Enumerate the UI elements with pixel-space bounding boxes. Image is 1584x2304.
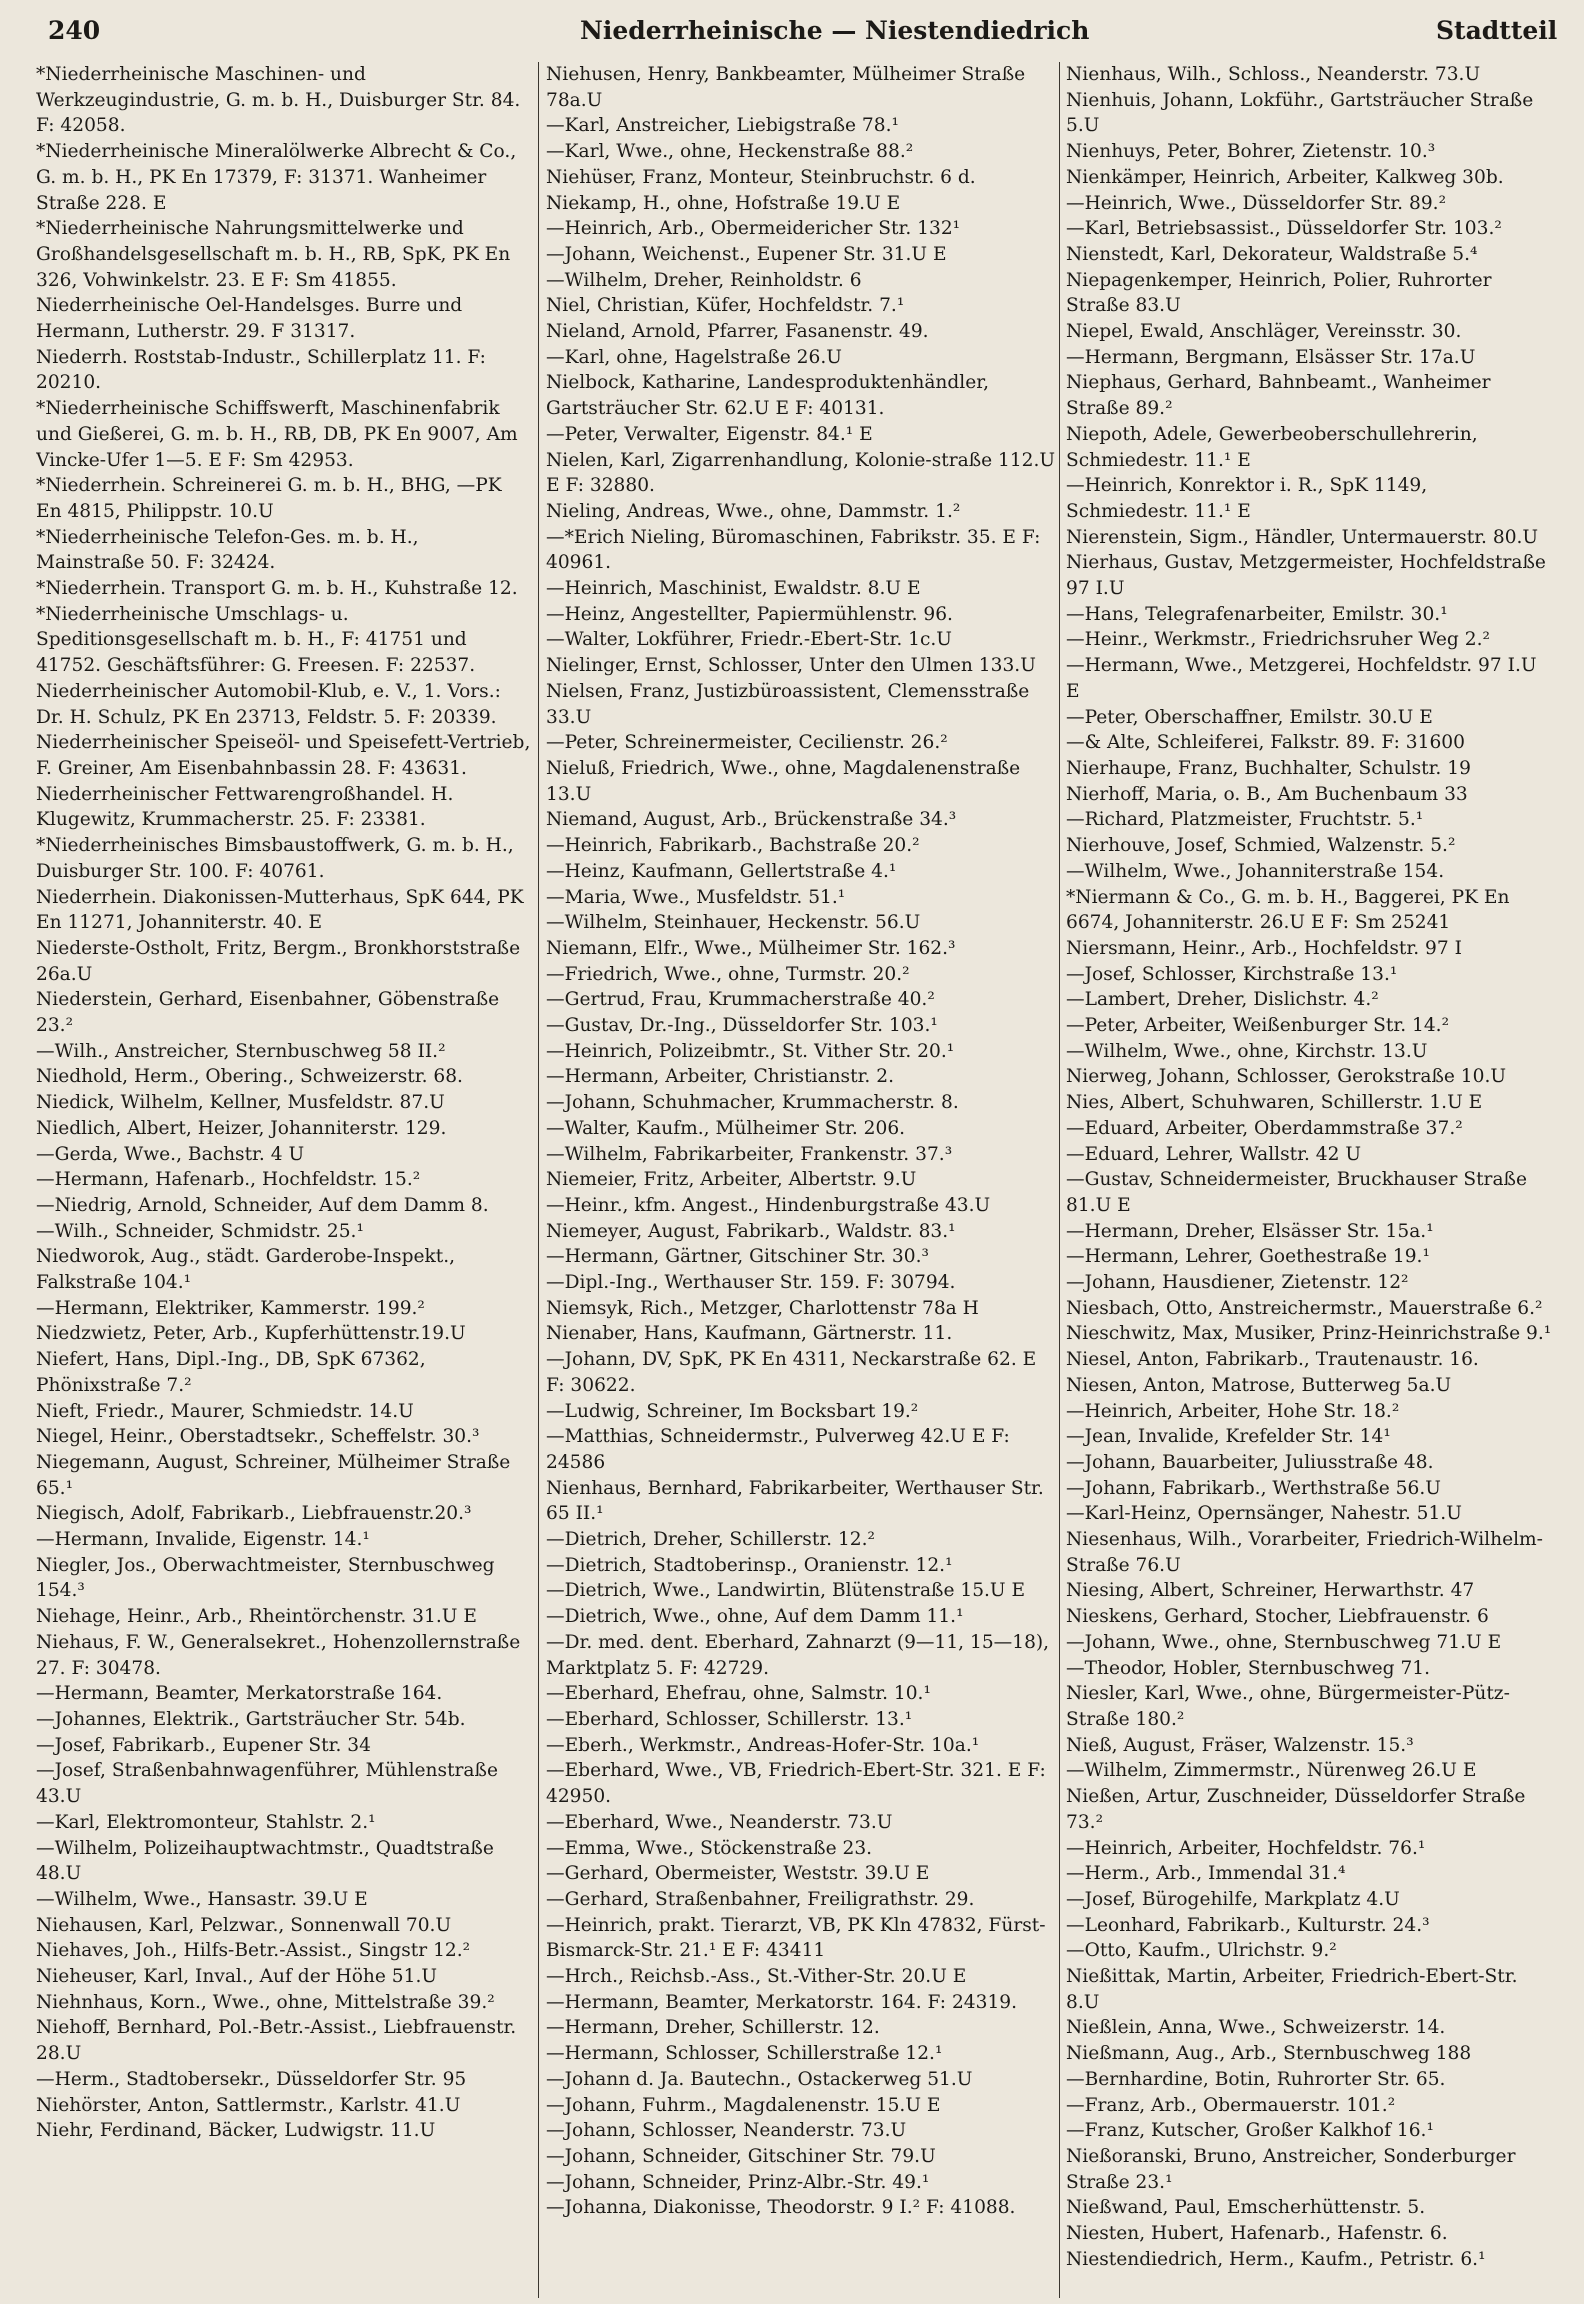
directory-entry: —Friedrich, Wwe., ohne, Turmstr. 20.² (546, 963, 910, 985)
directory-entry: Nienhaus, Wilh., Schloss., Neanderstr. 73.U (1066, 64, 1481, 85)
directory-entry: —Wilhelm, Wwe., Hansastr. 39.U E (36, 1888, 368, 1910)
directory-entry: —Heinr., Werkmstr., Friedrichsruher Weg 2.² (1066, 629, 1490, 651)
directory-entry: —Hermann, Dreher, Schillerstr. 12. (546, 2017, 880, 2039)
directory-entry: —Karl, Elektromonteur, Stahlstr. 2.¹ (36, 1811, 376, 1833)
directory-entry: —Gertrud, Frau, Krummacherstraße 40.² (546, 989, 935, 1011)
directory-entry: —Dipl.-Ing., Werthauser Str. 159. F: 30794. (546, 1272, 956, 1294)
directory-entry: Niekamp, H., ohne, Hofstraße 19.U E (546, 192, 901, 214)
directory-entry: Nienkämper, Heinrich, Arbeiter, Kalkweg 30b. (1066, 166, 1504, 188)
directory-entry: Niepel, Ewald, Anschläger, Vereinsstr. 30. (1066, 321, 1462, 343)
directory-entry: —Leonhard, Fabrikarb., Kulturstr. 24.³ (1066, 1914, 1430, 1936)
directory-entry: —Eberhard, Ehefrau, ohne, Salmstr. 10.¹ (546, 1683, 931, 1705)
directory-entry: Niederstein, Gerhard, Eisenbahner, Göbenstraße 23.² (36, 989, 500, 1037)
directory-entry: —Johannes, Elektrik., Gartsträucher Str. 54b. (36, 1709, 466, 1730)
directory-entry: Niestendiedrich, Herm., Kaufm., Petristr. 6.¹ (1066, 2248, 1486, 2270)
directory-entry: Nieskens, Gerhard, Stocher, Liebfrauenstr. 6 (1066, 1606, 1489, 1628)
directory-entry: Niegemann, August, Schreiner, Mülheimer Straße 65.¹ (36, 1451, 511, 1499)
directory-entry: —Johann, Fabrikarb., Werthstraße 56.U (1066, 1477, 1441, 1499)
directory-entry: —Eberh., Werkmstr., Andreas-Hofer-Str. 10a.¹ (546, 1734, 980, 1756)
directory-entry: Nierhaupe, Franz, Buchhalter, Schulstr. 19 (1066, 757, 1471, 779)
directory-entry: —Wilh., Anstreicher, Sternbuschweg 58 II.² (36, 1040, 446, 1062)
directory-entry: Niederrh. Roststab-Industr., Schillerplatz 11. F: 20210. (36, 346, 486, 394)
directory-entry: —Josef, Schlosser, Kirchstraße 13.¹ (1066, 963, 1398, 985)
directory-entry: —Dietrich, Dreher, Schillerstr. 12.² (546, 1529, 875, 1551)
directory-entry: —Wilh., Schneider, Schmidstr. 25.¹ (36, 1220, 364, 1242)
directory-entry: *Niederrheinische Maschinen- und Werkzeugindustrie, G. m. b. H., Duisburger Str. 84. F: 42058. (36, 64, 521, 137)
directory-entry: —Hermann, Bergmann, Elsässer Str. 17a.U (1066, 346, 1476, 368)
directory-entry: —Gustav, Dr.-Ing., Düsseldorfer Str. 103.¹ (546, 1015, 938, 1037)
column-rule (1059, 62, 1060, 2298)
directory-entry: —Wilhelm, Wwe., ohne, Kirchstr. 13.U (1066, 1040, 1428, 1062)
directory-entry: —Eduard, Arbeiter, Oberdammstraße 37.² (1066, 1117, 1463, 1139)
directory-entry: —Johann, DV, SpK, PK En 4311, Neckarstraße 62. E F: 30622. (546, 1349, 1037, 1396)
column-rule (538, 62, 539, 2298)
directory-entry: —Johann, Schneider, Prinz-Albr.-Str. 49.¹ (546, 2171, 930, 2193)
directory-entry: —Walter, Lokführer, Friedr.-Ebert-Str. 1c.U (546, 629, 952, 651)
directory-entry: —Lambert, Dreher, Dislichstr. 4.² (1066, 989, 1379, 1011)
directory-entry: Nierhaus, Gustav, Metzgermeister, Hochfeldstraße 97 I.U (1066, 552, 1546, 600)
directory-entry: —Eberhard, Wwe., VB, Friedrich-Ebert-Str. 321. E F: 42950. (546, 1760, 1046, 1808)
directory-entry: —Emma, Wwe., Stöckenstraße 23. (546, 1837, 873, 1859)
directory-entry: Niederrheinischer Fettwarengroßhandel. H. Klugewitz, Krummacherstr. 25. F: 23381. (36, 783, 454, 831)
directory-entry: Nielbock, Katharine, Landesproduktenhändler, Gartsträucher Str. 62.U E F: 40131. (546, 372, 989, 420)
directory-entry: —Wilhelm, Steinhauer, Heckenstr. 56.U (546, 912, 921, 934)
directory-entry: Niehörster, Anton, Sattlermstr., Karlstr. 41.U (36, 2094, 461, 2116)
directory-entry: Niesen, Anton, Matrose, Butterweg 5a.U (1066, 1374, 1452, 1396)
directory-entry: Niehusen, Henry, Bankbeamter, Mülheimer Straße 78a.U (546, 64, 1026, 111)
directory-entry: *Niermann & Co., G. m. b. H., Baggerei, PK En 6674, Johanniterstr. 26.U E F: Sm 25241 (1066, 886, 1510, 934)
directory-entry: —Johann, Schuhmacher, Krummacherstr. 8. (546, 1092, 959, 1114)
directory-entry: Nießittak, Martin, Arbeiter, Friedrich-Ebert-Str. 8.U (1066, 1966, 1518, 2013)
directory-entry: —Dietrich, Wwe., Landwirtin, Blütenstraße 15.U E (546, 1580, 1026, 1602)
directory-entry: Nierenstein, Sigm., Händler, Untermauerstr. 80.U (1066, 526, 1539, 548)
directory-entry: Niederrhein. Diakonissen-Mutterhaus, SpK 644, PK En 11271, Johanniterstr. 40. E (36, 886, 524, 934)
directory-entry: —Hermann, Wwe., Metzgerei, Hochfeldstr. 97 I.U E (1066, 655, 1537, 702)
page-header (0, 0, 1584, 58)
directory-entry: Niesenhaus, Wilh., Vorarbeiter, Friedrich-Wilhelm-Straße 76.U (1066, 1529, 1543, 1576)
directory-entry: Nierhoff, Maria, o. B., Am Buchenbaum 33 (1066, 783, 1468, 805)
directory-entry: —Heinrich, prakt. Tierarzt, VB, PK Kln 47832, Fürst-Bismarck-Str. 21.¹ E F: 43411 (546, 1914, 1046, 1962)
directory-entry: —Walter, Kaufm., Mülheimer Str. 206. (546, 1117, 906, 1139)
directory-entry: —Johann, Bauarbeiter, Juliusstraße 48. (1066, 1451, 1434, 1473)
directory-entry: —Hermann, Gärtner, Gitschiner Str. 30.³ (546, 1246, 929, 1268)
directory-entry: Niesing, Albert, Schreiner, Herwarthstr. 47 (1066, 1580, 1475, 1602)
directory-entry: —Johann d. Ja. Bautechn., Ostackerweg 51.U (546, 2068, 973, 2090)
directory-entry: —Johann, Hausdiener, Zietenstr. 12² (1066, 1272, 1409, 1294)
directory-entry: —Franz, Kutscher, Großer Kalkhof 16.¹ (1066, 2120, 1434, 2142)
directory-entry: Niersmann, Heinr., Arb., Hochfeldstr. 97 I (1066, 937, 1462, 959)
directory-entry: —Hermann, Dreher, Elsässer Str. 15a.¹ (1066, 1220, 1434, 1242)
directory-entry: —Heinrich, Konrektor i. R., SpK 1149, Schmiedestr. 11.¹ E (1066, 475, 1428, 522)
directory-entry: Nießoranski, Bruno, Anstreicher, Sonderburger Straße 23.¹ (1066, 2145, 1516, 2193)
directory-entry: —Richard, Platzmeister, Fruchtstr. 5.¹ (1066, 809, 1424, 831)
directory-entry: —Heinrich, Polizeibmtr., St. Vither Str. 20.¹ (546, 1040, 955, 1062)
directory-entry: Niemeier, Fritz, Arbeiter, Albertstr. 9.U (546, 1169, 917, 1191)
directory-entry: Niehausen, Karl, Pelzwar., Sonnenwall 70.U (36, 1914, 452, 1936)
directory-entry: Niedhold, Herm., Obering., Schweizerstr. 68. (36, 1066, 463, 1088)
directory-entry: *Niederrheinische Telefon-Ges. m. b. H., Mainstraße 50. F: 32424. (36, 526, 419, 574)
directory-entry: Niesbach, Otto, Anstreichermstr., Mauerstraße 6.² (1066, 1297, 1543, 1319)
directory-entry: Niepoth, Adele, Gewerbeoberschullehrerin, Schmiedestr. 11.¹ E (1066, 423, 1478, 471)
column-1 (36, 62, 532, 2298)
directory-entry: Niederste-Ostholt, Fritz, Bergm., Bronkhorststraße 26a.U (36, 937, 521, 985)
directory-entry: Niefert, Hans, Dipl.-Ing., DB, SpK 67362, Phönixstraße 7.² (36, 1349, 426, 1396)
directory-entry: Nienhuys, Peter, Bohrer, Zietenstr. 10.³ (1066, 141, 1436, 163)
directory-entry: Niehüser, Franz, Monteur, Steinbruchstr. 6 d. (546, 166, 976, 188)
directory-entry: —Heinrich, Fabrikarb., Bachstraße 20.² (546, 835, 920, 857)
directory-entry: —Peter, Schreinermeister, Cecilienstr. 26.² (546, 732, 948, 754)
directory-entry: —Peter, Verwalter, Eigenstr. 84.¹ E (546, 423, 873, 445)
directory-entry: —Dietrich, Wwe., ohne, Auf dem Damm 11.¹ (546, 1606, 964, 1628)
directory-entry: —Wilhelm, Fabrikarbeiter, Frankenstr. 37.³ (546, 1143, 953, 1165)
directory-entry: —Heinrich, Arbeiter, Hohe Str. 18.² (1066, 1400, 1400, 1422)
directory-entry: —Gerda, Wwe., Bachstr. 4 U (36, 1143, 305, 1165)
directory-entry: Niedick, Wilhelm, Kellner, Musfeldstr. 87.U (36, 1092, 445, 1114)
directory-entry: —Gerhard, Straßenbahner, Freiligrathstr. 29. (546, 1888, 975, 1910)
directory-entry: —Josef, Straßenbahnwagenführer, Mühlenstraße 43.U (36, 1760, 498, 1808)
directory-entry: Nienhaus, Bernhard, Fabrikarbeiter, Werthauser Str. 65 II.¹ (546, 1477, 1044, 1525)
directory-entry: Niedworok, Aug., städt. Garderobe-Inspekt., Falkstraße 104.¹ (36, 1246, 456, 1294)
directory-entry: Niehoff, Bernhard, Pol.-Betr.-Assist., Liebfrauenstr. 28.U (36, 2017, 517, 2065)
directory-entry: —Johanna, Diakonisse, Theodorstr. 9 I.² F: 41088. (546, 2197, 1016, 2219)
directory-entry: Niesten, Hubert, Hafenarb., Hafenstr. 6. (1066, 2223, 1448, 2245)
directory-entry: —*Erich Nieling, Büromaschinen, Fabrikstr. 35. E F: 40961. (546, 526, 1041, 574)
directory-entry: —Heinr., kfm. Angest., Hindenburgstraße 43.U (546, 1194, 991, 1216)
directory-entry: —Josef, Fabrikarb., Eupener Str. 34 (36, 1734, 371, 1756)
directory-entry: Nießlein, Anna, Wwe., Schweizerstr. 14. (1066, 2017, 1446, 2039)
directory-entry: —Josef, Bürogehilfe, Markplatz 4.U (1066, 1888, 1400, 1910)
directory-entry: —Wilhelm, Wwe., Johanniterstraße 154. (1066, 860, 1445, 882)
directory-entry: Nienaber, Hans, Kaufmann, Gärtnerstr. 11. (546, 1323, 953, 1345)
directory-entry: —Hermann, Lehrer, Goethestraße 19.¹ (1066, 1246, 1430, 1268)
directory-entry: —Johann, Schlosser, Neanderstr. 73.U (546, 2120, 907, 2142)
directory-entry: Nieheuser, Karl, Inval., Auf der Höhe 51.U (36, 1966, 438, 1988)
directory-entry: —& Alte, Schleiferei, Falkstr. 89. F: 31600 (1066, 732, 1465, 754)
directory-entry: Nieluß, Friedrich, Wwe., ohne, Magdalenenstraße 13.U (546, 757, 1021, 805)
directory-entry: —Hermann, Elektriker, Kammerstr. 199.² (36, 1297, 425, 1319)
directory-entry: Nießmann, Aug., Arb., Sternbuschweg 188 (1066, 2043, 1472, 2065)
directory-entry: —Heinz, Kaufmann, Gellertstraße 4.¹ (546, 860, 897, 882)
directory-entry: Niehaus, F. W., Generalsekret., Hohenzollernstraße 27. F: 30478. (36, 1631, 521, 1679)
directory-entry: —Bernhardine, Botin, Ruhrorter Str. 65. (1066, 2068, 1446, 2090)
directory-entry: Niehaves, Joh., Hilfs-Betr.-Assist., Singstr 12.² (36, 1940, 471, 1962)
directory-entry: Nieling, Andreas, Wwe., ohne, Dammstr. 1.² (546, 500, 961, 522)
directory-entry: —Karl, ohne, Hagelstraße 26.U (546, 346, 842, 368)
directory-entry: —Wilhelm, Polizeihauptwachtmstr., Quadtstraße 48.U (36, 1837, 494, 1885)
directory-entry: —Johann, Fuhrm., Magdalenenstr. 15.U E (546, 2094, 941, 2116)
column-3 (1066, 62, 1552, 2298)
directory-entry: Niemann, Elfr., Wwe., Mülheimer Str. 162.³ (546, 937, 956, 959)
directory-entry: —Hermann, Arbeiter, Christianstr. 2. (546, 1066, 894, 1088)
directory-entry: —Gerhard, Obermeister, Weststr. 39.U E (546, 1863, 930, 1885)
directory-entry: Nieland, Arnold, Pfarrer, Fasanenstr. 49. (546, 321, 929, 343)
directory-entry: *Niederrheinische Nahrungsmittelwerke und Großhandelsgesellschaft m. b. H., RB, SpK, PK En 326, Vohwinkelstr. 23. E F: Sm 41855. (36, 218, 511, 291)
directory-entry: —Gustav, Schneidermeister, Bruckhauser Straße 81.U E (1066, 1169, 1527, 1216)
directory-entry: Niegel, Heinr., Oberstadtsekr., Scheffelstr. 30.³ (36, 1426, 480, 1448)
directory-entry: —Heinrich, Arbeiter, Hochfeldstr. 76.¹ (1066, 1837, 1426, 1859)
directory-entry: —Dr. med. dent. Eberhard, Zahnarzt (9—11, 15—18), Marktplatz 5. F: 42729. (546, 1631, 1050, 1679)
directory-entry: Niegler, Jos., Oberwachtmeister, Sternbuschweg 154.³ (36, 1554, 495, 1602)
column-2 (546, 62, 1056, 2298)
directory-entry: —Ludwig, Schreiner, Im Bocksbart 19.² (546, 1400, 919, 1422)
directory-entry: —Eberhard, Wwe., Neanderstr. 73.U (546, 1811, 893, 1833)
directory-entry: Nierweg, Johann, Schlosser, Gerokstraße 10.U (1066, 1066, 1507, 1088)
directory-entry: Niemsyk, Rich., Metzger, Charlottenstr 78a H (546, 1297, 979, 1319)
directory-entry: —Karl, Wwe., ohne, Heckenstraße 88.² (546, 141, 914, 163)
directory-entry: —Hans, Telegrafenarbeiter, Emilstr. 30.¹ (1066, 603, 1448, 625)
directory-entry: Niederrheinische Oel-Handelsges. Burre und Hermann, Lutherstr. 29. F 31317. (36, 295, 463, 343)
directory-entry: —Heinrich, Wwe., Düsseldorfer Str. 89.² (1066, 192, 1447, 214)
directory-entry: —Dietrich, Stadtoberinsp., Oranienstr. 12.¹ (546, 1554, 953, 1576)
directory-entry: —Johann, Wwe., ohne, Sternbuschweg 71.U E (1066, 1631, 1502, 1653)
directory-entry: Nieschwitz, Max, Musiker, Prinz-Heinrichstraße 9.¹ (1066, 1323, 1552, 1345)
directory-entry: Nieft, Friedr., Maurer, Schmiedstr. 14.U (36, 1400, 414, 1422)
directory-entry: —Hermann, Schlosser, Schillerstraße 12.¹ (546, 2043, 943, 2065)
directory-entry: Niesel, Anton, Fabrikarb., Trautenaustr. 16. (1066, 1349, 1479, 1371)
directory-entry: *Niederrhein. Transport G. m. b. H., Kuhstraße 12. (36, 578, 518, 600)
directory-entry: Nieß, August, Fräser, Walzenstr. 15.³ (1066, 1734, 1414, 1756)
directory-entry: Niederrheinischer Automobil-Klub, e. V., 1. Vors.: Dr. H. Schulz, PK En 23713, Feldstr. 5. F: 20339. (36, 680, 501, 728)
directory-entry: —Eduard, Lehrer, Wallstr. 42 U (1066, 1143, 1362, 1165)
directory-entry: Nierhouve, Josef, Schmied, Walzenstr. 5.² (1066, 835, 1456, 857)
directory-entry: *Niederrheinisches Bimsbaustoffwerk, G. m. b. H., Duisburger Str. 100. F: 40761. (36, 835, 514, 882)
directory-entry: —Otto, Kaufm., Ulrichstr. 9.² (1066, 1940, 1337, 1962)
directory-entry: Nienstedt, Karl, Dekorateur, Waldstraße 5.⁴ (1066, 243, 1478, 265)
directory-entry: Niederrheinischer Speiseöl- und Speisefett-Vertrieb, F. Greiner, Am Eisenbahnbassin 28. F: 43631. (36, 732, 531, 779)
directory-entry: Nielinger, Ernst, Schlosser, Unter den Ulmen 133.U (546, 655, 1036, 677)
directory-entry: Niesler, Karl, Wwe., ohne, Bürgermeister-Pütz-Straße 180.² (1066, 1683, 1510, 1730)
directory-entry: Nießwand, Paul, Emscherhüttenstr. 5. (1066, 2197, 1426, 2219)
directory-entry: —Franz, Arb., Obermauerstr. 101.² (1066, 2094, 1396, 2116)
directory-entry: —Niedrig, Arnold, Schneider, Auf dem Damm 8. (36, 1194, 489, 1216)
directory-entry: —Heinrich, Arb., Obermeidericher Str. 132¹ (546, 218, 961, 240)
directory-entry: —Hermann, Hafenarb., Hochfeldstr. 15.² (36, 1169, 421, 1191)
directory-entry: Nielen, Karl, Zigarrenhandlung, Kolonie-straße 112.U E F: 32880. (546, 449, 1056, 497)
directory-entry: Niepagenkemper, Heinrich, Polier, Ruhrorter Straße 83.U (1066, 269, 1492, 317)
directory-entry: —Johann, Weichenst., Eupener Str. 31.U E (546, 243, 947, 265)
directory-entry: Niemand, August, Arb., Brückenstraße 34.³ (546, 809, 957, 831)
directory-entry: Niedzwietz, Peter, Arb., Kupferhüttenstr.19.U (36, 1323, 466, 1345)
directory-entry: —Karl, Betriebsassist., Düsseldorfer Str. 103.² (1066, 218, 1502, 240)
directory-entry: Niel, Christian, Küfer, Hochfeldstr. 7.¹ (546, 295, 905, 317)
directory-entry: Nießen, Artur, Zuschneider, Düsseldorfer Straße 73.² (1066, 1786, 1526, 1833)
directory-entry: Nielsen, Franz, Justizbüroassistent, Clemensstraße 33.U (546, 680, 1030, 728)
directory-entry: Nienhuis, Johann, Lokführ., Gartsträucher Straße 5.U (1066, 89, 1534, 137)
directory-entry: Nies, Albert, Schuhwaren, Schillerstr. 1.U E (1066, 1092, 1483, 1114)
directory-entry: —Karl-Heinz, Opernsänger, Nahestr. 51.U (1066, 1503, 1462, 1525)
directory-entry: —Karl, Anstreicher, Liebigstraße 78.¹ (546, 115, 899, 137)
directory-entry: —Jean, Invalide, Krefelder Str. 14¹ (1066, 1426, 1391, 1448)
directory-entry: —Hermann, Beamter, Merkatorstr. 164. F: 24319. (546, 1991, 1018, 2013)
directory-entry: Niegisch, Adolf, Fabrikarb., Liebfrauenstr.20.³ (36, 1503, 472, 1525)
directory-entry: —Peter, Oberschaffner, Emilstr. 30.U E (1066, 706, 1433, 728)
directory-entry: —Wilhelm, Dreher, Reinholdstr. 6 (546, 269, 862, 291)
directory-entry: —Hermann, Invalide, Eigenstr. 14.¹ (36, 1529, 370, 1551)
running-title: Niederrheinische — Niestendiedrich (580, 16, 1090, 45)
directory-entry: Niedlich, Albert, Heizer, Johanniterstr. 129. (36, 1117, 447, 1139)
directory-entry: Niehnhaus, Korn., Wwe., ohne, Mittelstraße 39.² (36, 1991, 495, 2013)
directory-entry: —Herm., Arb., Immendal 31.⁴ (1066, 1863, 1346, 1885)
directory-entry: —Maria, Wwe., Musfeldstr. 51.¹ (546, 886, 846, 908)
section-label: Stadtteil (1436, 16, 1558, 45)
directory-entry: —Hermann, Beamter, Merkatorstraße 164. (36, 1683, 443, 1705)
directory-entry: Niemeyer, August, Fabrikarb., Waldstr. 83.¹ (546, 1220, 956, 1242)
directory-entry: Niehr, Ferdinand, Bäcker, Ludwigstr. 11.U (36, 2120, 436, 2142)
directory-entry: —Peter, Arbeiter, Weißenburger Str. 14.² (1066, 1015, 1450, 1037)
directory-entry: —Eberhard, Schlosser, Schillerstr. 13.¹ (546, 1709, 913, 1730)
directory-entry: Niehage, Heinr., Arb., Rheintörchenstr. 31.U E (36, 1606, 477, 1628)
directory-entry: —Hrch., Reichsb.-Ass., St.-Vither-Str. 20.U E (546, 1966, 967, 1988)
directory-entry: *Niederrheinische Umschlags- u. Speditionsgesellschaft m. b. H., F: 41751 und 41752. Geschäftsführer: G. Freesen. F: 22537. (36, 603, 476, 677)
directory-entry: —Wilhelm, Zimmermstr., Nürenweg 26.U E (1066, 1760, 1477, 1782)
directory-entry: —Theodor, Hobler, Sternbuschweg 71. (1066, 1657, 1431, 1679)
directory-entry: —Johann, Schneider, Gitschiner Str. 79.U (546, 2145, 936, 2167)
directory-entry: —Matthias, Schneidermstr., Pulverweg 42.U E F: 24586 (546, 1426, 1010, 1473)
directory-entry: —Heinrich, Maschinist, Ewaldstr. 8.U E (546, 578, 921, 600)
directory-entry: *Niederrheinische Schiffswerft, Maschinenfabrik und Gießerei, G. m. b. H., RB, DB, PK En 9007, Am Vincke-Ufer 1—5. E F: Sm 42953. (36, 398, 518, 471)
directory-entry: *Niederrhein. Schreinerei G. m. b. H., BHG, —PK En 4815, Philippstr. 10.U (36, 475, 502, 522)
directory-entry: —Herm., Stadtobersekr., Düsseldorfer Str. 95 (36, 2068, 467, 2090)
directory-entry: *Niederrheinische Mineralölwerke Albrecht & Co., G. m. b. H., PK En 17379, F: 31371. Wanheimer Straße 228. E (36, 141, 517, 214)
directory-entry: —Heinz, Angestellter, Papiermühlenstr. 96. (546, 603, 953, 625)
directory-entry: Niephaus, Gerhard, Bahnbeamt., Wanheimer Straße 89.² (1066, 372, 1491, 420)
page-number: 240 (48, 16, 101, 45)
